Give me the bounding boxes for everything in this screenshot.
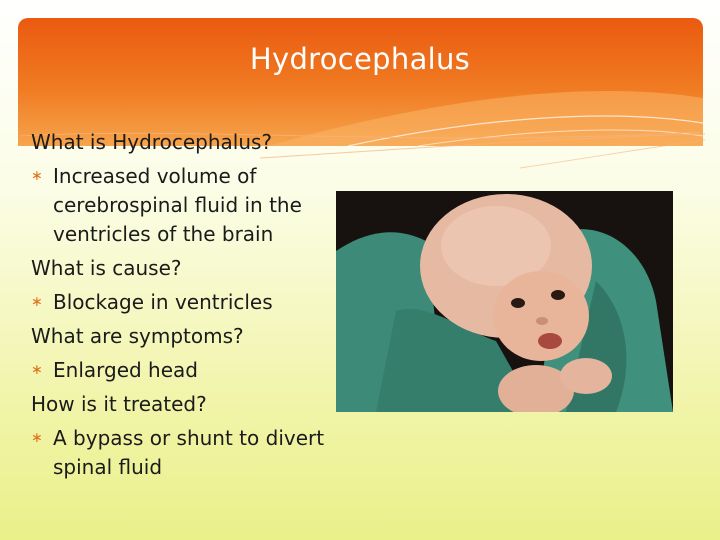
bullet-text: Enlarged head: [53, 358, 198, 382]
bullet-icon: ∗: [31, 362, 43, 378]
banner-swoosh-decoration: [18, 18, 703, 146]
patient-photo: [336, 191, 673, 412]
slide-title: Hydrocephalus: [249, 42, 471, 76]
bullet-text: Blockage in ventricles: [53, 290, 273, 314]
bullet-item: [31, 356, 351, 385]
title-banner: [18, 18, 703, 146]
bullet-item: [31, 288, 351, 317]
bullet-item: [31, 162, 351, 249]
bullet-text: Increased volume of cerebrospinal fluid in the ventricles of the brain: [53, 164, 302, 246]
bullet-icon: ∗: [31, 430, 43, 446]
slide-content: [31, 128, 351, 487]
bullet-icon: ∗: [31, 168, 43, 184]
question-line: How is it treated?: [31, 392, 207, 416]
question-line: What is Hydrocephalus?: [31, 130, 273, 154]
infant-illustration: [336, 191, 673, 412]
bullet-text: A bypass or shunt to divert spinal fluid: [53, 426, 325, 479]
question-line: What is cause?: [31, 256, 182, 280]
bullet-icon: ∗: [31, 294, 43, 310]
question-line: What are symptoms?: [31, 324, 244, 348]
bullet-item: [31, 424, 351, 482]
